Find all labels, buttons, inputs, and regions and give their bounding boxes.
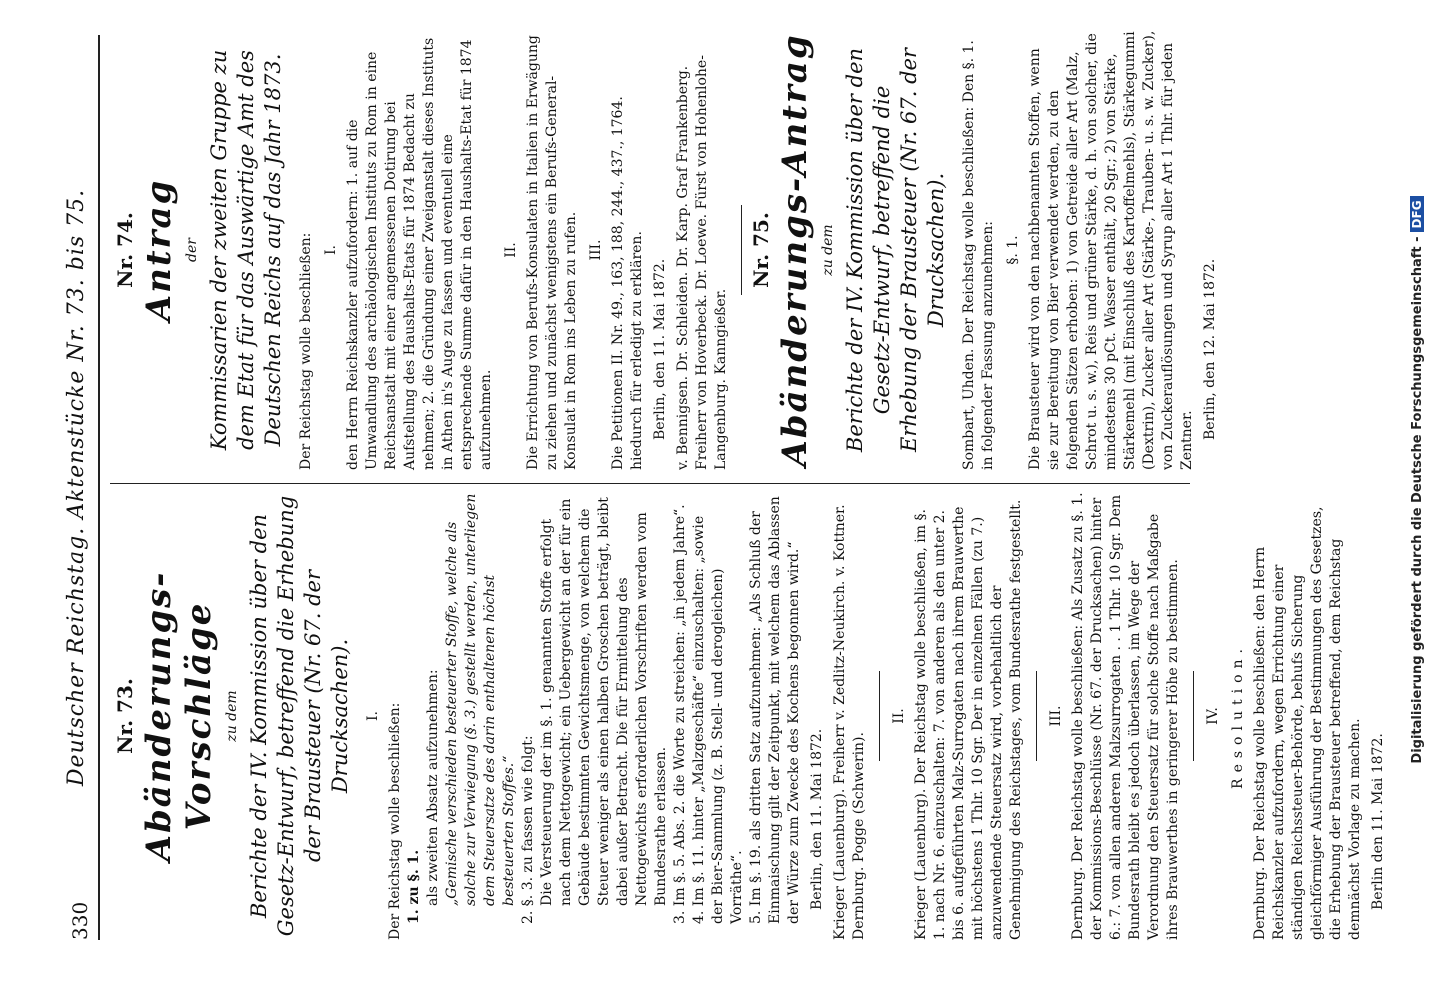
right-column (110, 30, 1224, 470)
intro-74: Der Reichstag wolle beschließen: (298, 232, 314, 470)
text-75: Sombart, Uhden. Der Reichstag wolle beschließen: Den §. 1. in folgender Fassung anzunehmen: (961, 40, 996, 470)
section-ii: II. (891, 708, 907, 724)
date-74: Berlin, den 11. Mai 1872. (652, 258, 668, 440)
item-1-text: als zweiten Absatz aufzunehmen: (425, 669, 441, 906)
signatures-i: Krieger (Lauenburg). Freiherr v. Zedlitz-Neukirch. v. Kottner. Dernburg. Pogge (Schwerin). (832, 504, 867, 940)
running-title: Deutscher Reichstag. Aktenstücke Nr. 73. bis 75. (64, 188, 89, 787)
text-74-ii: Die Errichtung von Berufs-Konsulaten in Italien in Erwägung zu ziehen und zunächst wenigstens ein Berufs-General-Konsulat in Rom ins Leben zu rufen. (525, 35, 579, 470)
doc-title-73: Abänderungs-Vorschläge (139, 570, 219, 862)
section-74-iii: III. (588, 239, 604, 261)
section-iii: III. (1048, 705, 1064, 727)
paragraph-75: §. 1. (1005, 235, 1021, 265)
page-header (60, 35, 100, 940)
der-74: der (184, 238, 200, 262)
item-2-text: Die Versteuerung der im §. 1. genannten Stoffe erfolgt nach dem Nettogewicht; ein Uebergewicht an der für ein Gebäude bestimmten Gewichtsmenge, von welchem die Steuer weniger als einen halben Groschen beträgt, bleibt dabei außer Betracht. Die für Ermittelung des Nettogewichts erforderlichen Vorschriften werden vom Bundesrathe erlassen. (539, 497, 669, 906)
text-iv: Dernburg. Der Reichstag wolle beschließen: den Herrn Reichskanzler aufzufordern, wegen Errichtung einer ständigen Reichssteuer-Behörde, behufs Sicherung gleichförmiger Ausführung der Bestimmungen des Gesetzes, die Erhebung der Brausteuer betreffend, dem Reichstag demnächst Vorlage zu machen. (1252, 506, 1363, 940)
date-75: Berlin, den 12. Mai 1872. (1202, 258, 1218, 440)
section-74-i: I. (323, 245, 339, 255)
subject-73: Berichte der IV. Kommission über den Gesetz-Entwurf, betreffend die Erhebung der Brausteuer (Nr. 67. der Drucksachen). (247, 495, 352, 937)
doc-title-75: Abänderungs-Antrag (775, 33, 815, 467)
body-75: Die Brausteuer wird von den nachbenannten Stoffen, wenn sie zur Bereitung von Bier verwendet werden, zu den folgenden Sätzen erhoben: 1) von Getreide aller Art (Malz, Schrot u. s. w.), Reis und grüner Stärke, d. h. von solcher, die mindestens 30 pCt. Wasser enthält, 20 Sgr.; 2) von Stärke, Stärkemehl (mit Einschluß des Kartoffelmehls), Stärkegummi (Dextrin), Zucker aller Art (Stärke-, Trauben- u. s. w. Zucker), von Zuckerauflösungen und Syrup aller Art 1 Thlr. für jeden Zentner. (1027, 30, 1195, 470)
item-5: 5. Im §. 19. als dritten Satz aufzunehmen: „Als Schluß der Einmaischung gilt der Zeitpunkt, mit welchem das Ablassen der Würze zum Zwecke des Kochens begonnen wird.“ (748, 496, 802, 924)
item-1-quote: „Gemische verschieden besteuerter Stoffe, welche als solche zur Verwiegung (§. 3.) gestellt werden, unterliegen dem Steuersatze des darin enthaltenen höchst besteuerten Stoffes.“ (444, 493, 517, 906)
item-1: 1. zu §. 1. (406, 849, 422, 924)
doc-number-75: Nr. 75. (749, 212, 773, 288)
doc-title-74: Antrag (139, 178, 179, 322)
section-iv: IV. (1205, 707, 1221, 725)
text-74-iii: Die Petitionen II. Nr. 49., 163, 188, 244., 437., 1764. hiedurch für erledigt zu erklären. (610, 96, 645, 470)
divider (879, 671, 880, 761)
date-iv: Berlin den 11. Mai 1872. (1370, 733, 1386, 910)
zu-dem-75: zu dem (820, 224, 836, 276)
divider (1036, 671, 1037, 761)
zu-dem-73: zu dem (224, 690, 240, 742)
page-number: 330 (68, 901, 92, 940)
digitization-text: Digitalisierung gefördert durch die Deutsche Forschungsgemeinschaft - (1410, 236, 1425, 764)
digitization-note (1410, 40, 1425, 920)
dfg-badge: DFG (1410, 196, 1424, 232)
section-i: I. (365, 711, 381, 721)
date-i: Berlin, den 11. Mai 1872. (809, 728, 825, 910)
text-ii: Krieger (Lauenburg). Der Reichstag wolle beschließen, im §. 1. nach Nr. 6. einzuschalten: 7. von anderen als den unter 2. bis 6. aufgeführten Malz-Surrogaten nach ihrem Brauwerthe mit höchstens 1 Thlr. 10 Sgr. Der in einzelnen Fällen (zu 7.) anzuwendende Steuersatz wird, vorbehaltlich der Genehmigung des Reichstages, vom Bundesrathe festgestellt. (913, 499, 1024, 940)
resolution-label: Resolution. (1230, 643, 1246, 789)
doc-number-74: Nr. 74. (113, 212, 137, 288)
divider (1193, 671, 1194, 761)
item-2: 2. §. 3. zu fassen wie folgt: (520, 735, 536, 924)
item-4: 4. Im §. 11. hinter „Malzgeschäfte“ einzuschalten: „sowie der Bier-Sammlung (z. B. Stell- und derogleichen) Vorräthe“. (691, 515, 745, 924)
signatures-74: v. Bennigsen. Dr. Schleiden. Dr. Karp. Graf Frankenberg. Freiherr von Hoverbeck. Dr. Loewe. Fürst von Hohenlohe-Langenburg. Kanngießer. (675, 55, 729, 470)
item-3: 3. Im §. 5. Abs. 2. die Worte zu streichen: „in jedem Jahre“. (672, 504, 688, 924)
subject-75: Berichte der IV. Kommission über den Gesetz-Entwurf, betreffend die Erhebung der Brausteuer (Nr. 67. der Drucksachen). (843, 47, 948, 453)
intro-i: Der Reichstag wolle beschließen: (387, 702, 403, 940)
header-rule (98, 35, 100, 940)
divider (741, 205, 742, 295)
subject-74: Kommissarien der zweiten Gruppe zu dem Etat für das Auswärtige Amt des Deutschen Reichs auf das Jahr 1873. (207, 49, 285, 451)
text-iii: Dernburg. Der Reichstag wolle beschließen: Als Zusatz zu §. 1. der Kommissions-Beschlüsse (Nr. 67. der Drucksachen) hinter 6.: 7. von allen anderen Malzsurrogaten . . 1 Thlr. 10 Sgr. Dem Bundesrath bleibt es jedoch überlassen, im Wege der Verordnung den Steuersatz für solche Stoffe nach Maßgabe ihres Brauwerthes in geringerer Höhe zu bestimmen. (1070, 492, 1181, 940)
left-column (110, 492, 1392, 940)
section-74-ii: II. (503, 242, 519, 258)
doc-number-73: Nr. 73. (113, 678, 137, 754)
column-divider (110, 483, 1190, 484)
text-74-i: den Herrn Reichskanzler aufzufordern: 1. auf die Umwandlung des archäologischen Instituts zu Rom in eine Reichsanstalt mit einer angemessenen Dotirung bei Aufstellung des Haushalts-Etats für 1874 Bedacht zu nehmen; 2. die Gründung einer Zweiganstalt dieses Instituts in Athen in's Auge zu fassen und eventuell eine entsprechende Summe dafür in den Haushalts-Etat für 1874 aufzunehmen. (345, 37, 494, 470)
